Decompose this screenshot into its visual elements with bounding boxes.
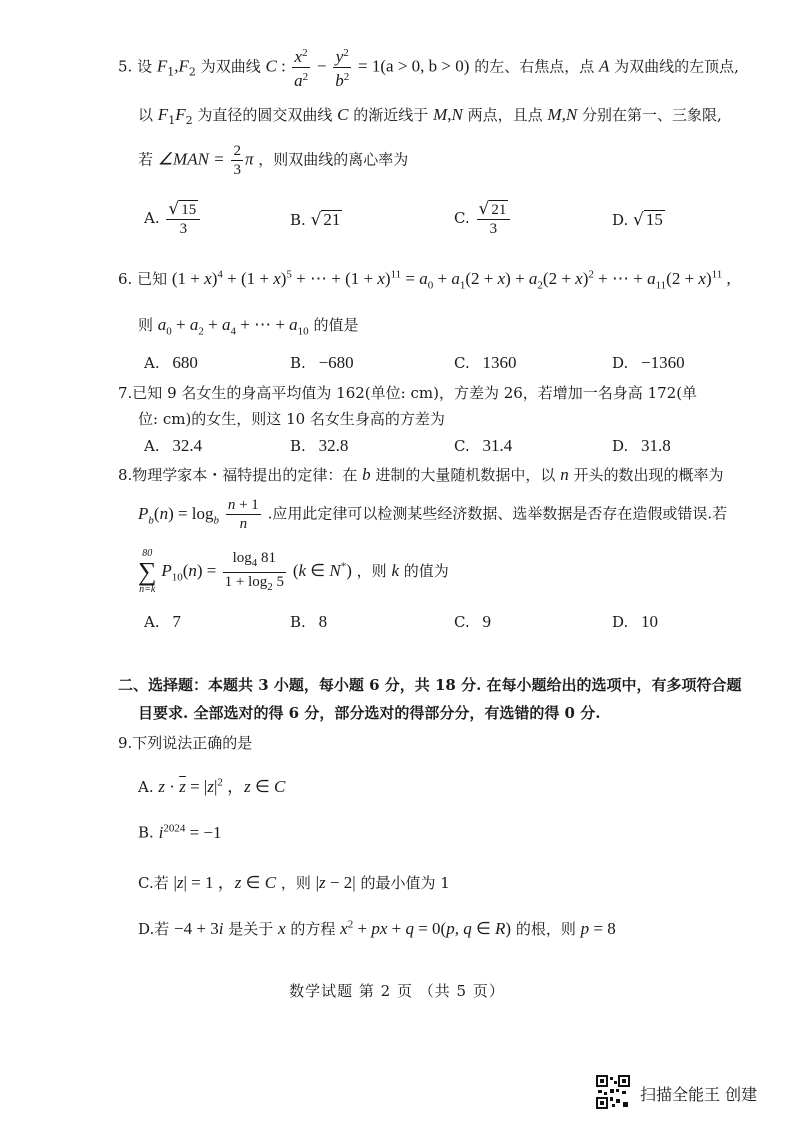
q7-option-a[interactable]: A. 32.4 [144,436,203,455]
q8-option-b[interactable]: B. 8 [290,612,328,631]
q6-line2: 则 $a_0 + a_2 + a_4$ + ⋯ + $a_{10}$ 的值是 [138,315,359,338]
q5-number: 5. [118,57,133,76]
q6-option-b[interactable]: B. −680 [290,353,354,372]
q5-line1: 5. 设 $F_1,F_2$ 为双曲线 C : $\frac{x^2}{a^2}$ − $\frac{y^2}{b^2}$ = 1(a > 0, b > 0) 的左、右焦点，点 A 为双曲线的左顶点, [118,44,739,91]
page-footer: 数学试题 第 2 页 （共 5 页） [289,982,505,1000]
q8-option-a[interactable]: A. 7 [144,612,181,631]
section2-header-line1: 二、选择题：本题共 3 小题，每小题 6 分，共 18 分. 在每小题给出的选项中，有多项符合题 [118,676,742,694]
q9-option-a[interactable]: A. $z \cdot \overline{z} = |z|^2$ ，z ∈ C [138,776,286,796]
q7-option-d[interactable]: D. 31.8 [612,436,671,455]
q6-option-a[interactable]: A. 680 [144,353,198,372]
q8-option-c[interactable]: C. 9 [454,612,491,631]
q8-line2: $P_b(n) = \log_b$ $\frac{n + 1}{n}$ .应用此定律可以检测某些经济数据、选举数据是否存在造假或错误.若 [138,497,728,532]
q8-line1: 8.物理学家本・福特提出的定律：在 b 进制的大量随机数据中，以 n 开头的数出现的概率为 [118,465,724,484]
scanner-brand: 扫描全能王 创建 [640,1085,758,1104]
q5-line3: 若 ∠MAN = $\frac{2}{3}$ π ，则双曲线的离心率为 [138,143,409,178]
q6-option-c[interactable]: C. 1360 [454,353,517,372]
q9-option-c[interactable]: C.若 |z| = 1 ，z ∈ C ，则 |z − 2| 的最小值为 1 [138,873,450,892]
q7-option-c[interactable]: C. 31.4 [454,436,513,455]
section2-header-line2: 目要求. 全部选对的得 6 分，部分选对的得部分分，有选错的得 0 分. [138,704,601,722]
q7-line2: 位: cm)的女生，则这 10 名女生身高的方差为 [138,410,445,428]
q9-option-b[interactable]: B. $i^{2024} = -1$ [138,822,222,842]
q9-stem: 9.下列说法正确的是 [118,734,253,752]
q7-option-b[interactable]: B. 32.8 [290,436,349,455]
q6-option-d[interactable]: D. −1360 [612,353,685,372]
qr-code-icon [596,1075,630,1109]
q5-option-a[interactable]: A. $\frac{√ 15}{3}$ [144,200,202,238]
q9-option-d[interactable]: D.若 −4 + 3i 是关于 x 的方程 $x^2$ + px + q = 0(p, q ∈ R) 的根，则 p = 8 [138,918,616,938]
q7-line1: 7.已知 9 名女生的身高平均值为 162(单位: cm)，方差为 26，若增加一名身高 172(单 [118,384,698,402]
q6-line1: 6. 已知 $(1 + x)^4 + (1 + x)^5$ + ⋯ + $(1 + x)^{11} = a_0 + a_1(2 + x) + a_2(2 + x)^2$ + ⋯ + $a_{11}(2 + x)^{11}$ , [118,268,731,292]
q5-line2: 以 $F_1F_2$ 为直径的圆交双曲线 C 的渐近线于 M,N 两点，且点 M,N 分别在第一、三象限, [138,105,722,127]
q5-option-c[interactable]: C. $\frac{√ 21}{3}$ [454,200,512,238]
q8-option-d[interactable]: D. 10 [612,612,659,631]
q8-line3: 80 ∑ n=k $P_{10}(n)$ = $\frac{\log_4 81}{1 + \log_2 5}$ (k ∈ N*) ，则 k 的值为 [138,548,449,595]
q5-option-b[interactable]: B. √ 21 [290,210,341,230]
q5-option-d[interactable]: D. √ 15 [612,210,663,230]
